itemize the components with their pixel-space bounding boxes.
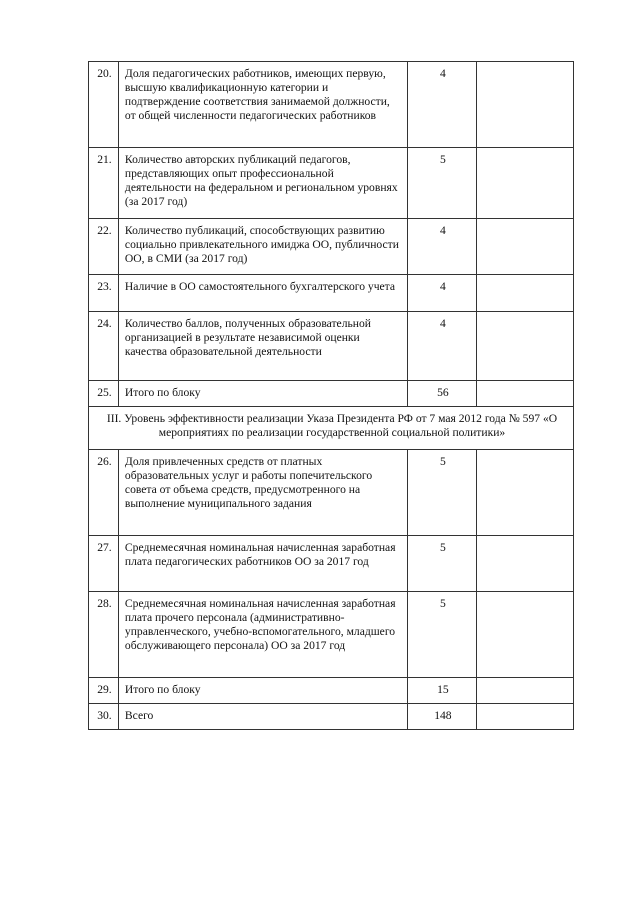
score-value: 5 [407,148,476,219]
row-number: 28. [89,592,119,678]
empty-cell [476,381,573,407]
score-value: 5 [407,450,476,536]
table-row [89,219,574,275]
criterion-text: Среднемесячная номинальная начисленная заработная плата прочего персонала (административно-управленческого, учебно-вспомогательного, младшего обслуживающего персонала) ОО за 2017 год [118,592,407,678]
row-number: 29. [89,678,119,704]
total-value: 148 [407,704,476,730]
empty-cell [476,275,573,312]
table-row [89,381,574,407]
table-row [89,678,574,704]
total-label: Всего [118,704,407,730]
table-row [89,312,574,381]
subtotal-value: 15 [407,678,476,704]
criteria-table [88,61,574,730]
empty-cell [476,704,573,730]
score-value: 4 [407,62,476,148]
criterion-text: Доля педагогических работников, имеющих первую, высшую квалификационную категории и подтверждение соответствия занимаемой должности, от общей численности педагогических работников [118,62,407,148]
empty-cell [476,592,573,678]
row-number: 26. [89,450,119,536]
subtotal-label: Итого по блоку [118,678,407,704]
score-value: 4 [407,275,476,312]
subtotal-label: Итого по блоку [118,381,407,407]
criterion-text: Количество баллов, полученных образовательной организацией в результате независимой оценки качества образовательной деятельности [118,312,407,381]
table-row [89,148,574,219]
row-number: 24. [89,312,119,381]
empty-cell [476,219,573,275]
empty-cell [476,450,573,536]
table-row [89,275,574,312]
empty-cell [476,678,573,704]
row-number: 27. [89,536,119,592]
table-row [89,592,574,678]
score-value: 5 [407,592,476,678]
table-row [89,450,574,536]
subtotal-value: 56 [407,381,476,407]
score-value: 5 [407,536,476,592]
section-header: III. Уровень эффективности реализации Указа Президента РФ от 7 мая 2012 года № 597 «О мероприятиях по реализации государственной социальной политики» [89,407,574,450]
row-number: 20. [89,62,119,148]
criterion-text: Количество публикаций, способствующих развитию социально привлекательного имиджа ОО, публичности ОО, в СМИ (за 2017 год) [118,219,407,275]
empty-cell [476,62,573,148]
empty-cell [476,148,573,219]
row-number: 22. [89,219,119,275]
empty-cell [476,312,573,381]
row-number: 30. [89,704,119,730]
score-value: 4 [407,219,476,275]
criterion-text: Количество авторских публикаций педагогов, представляющих опыт профессиональной деятельности на федеральном и региональном уровнях (за 2017 год) [118,148,407,219]
empty-cell [476,536,573,592]
row-number: 23. [89,275,119,312]
row-number: 25. [89,381,119,407]
table-row [89,62,574,148]
criterion-text: Доля привлеченных средств от платных образовательных услуг и работы попечительского совета от объема средств, предусмотренного на выполнение муниципального задания [118,450,407,536]
row-number: 21. [89,148,119,219]
table-row [89,536,574,592]
section-header-row [89,407,574,450]
criterion-text: Наличие в ОО самостоятельного бухгалтерского учета [118,275,407,312]
table-row [89,704,574,730]
criterion-text: Среднемесячная номинальная начисленная заработная плата педагогических работников ОО за 2017 год [118,536,407,592]
score-value: 4 [407,312,476,381]
